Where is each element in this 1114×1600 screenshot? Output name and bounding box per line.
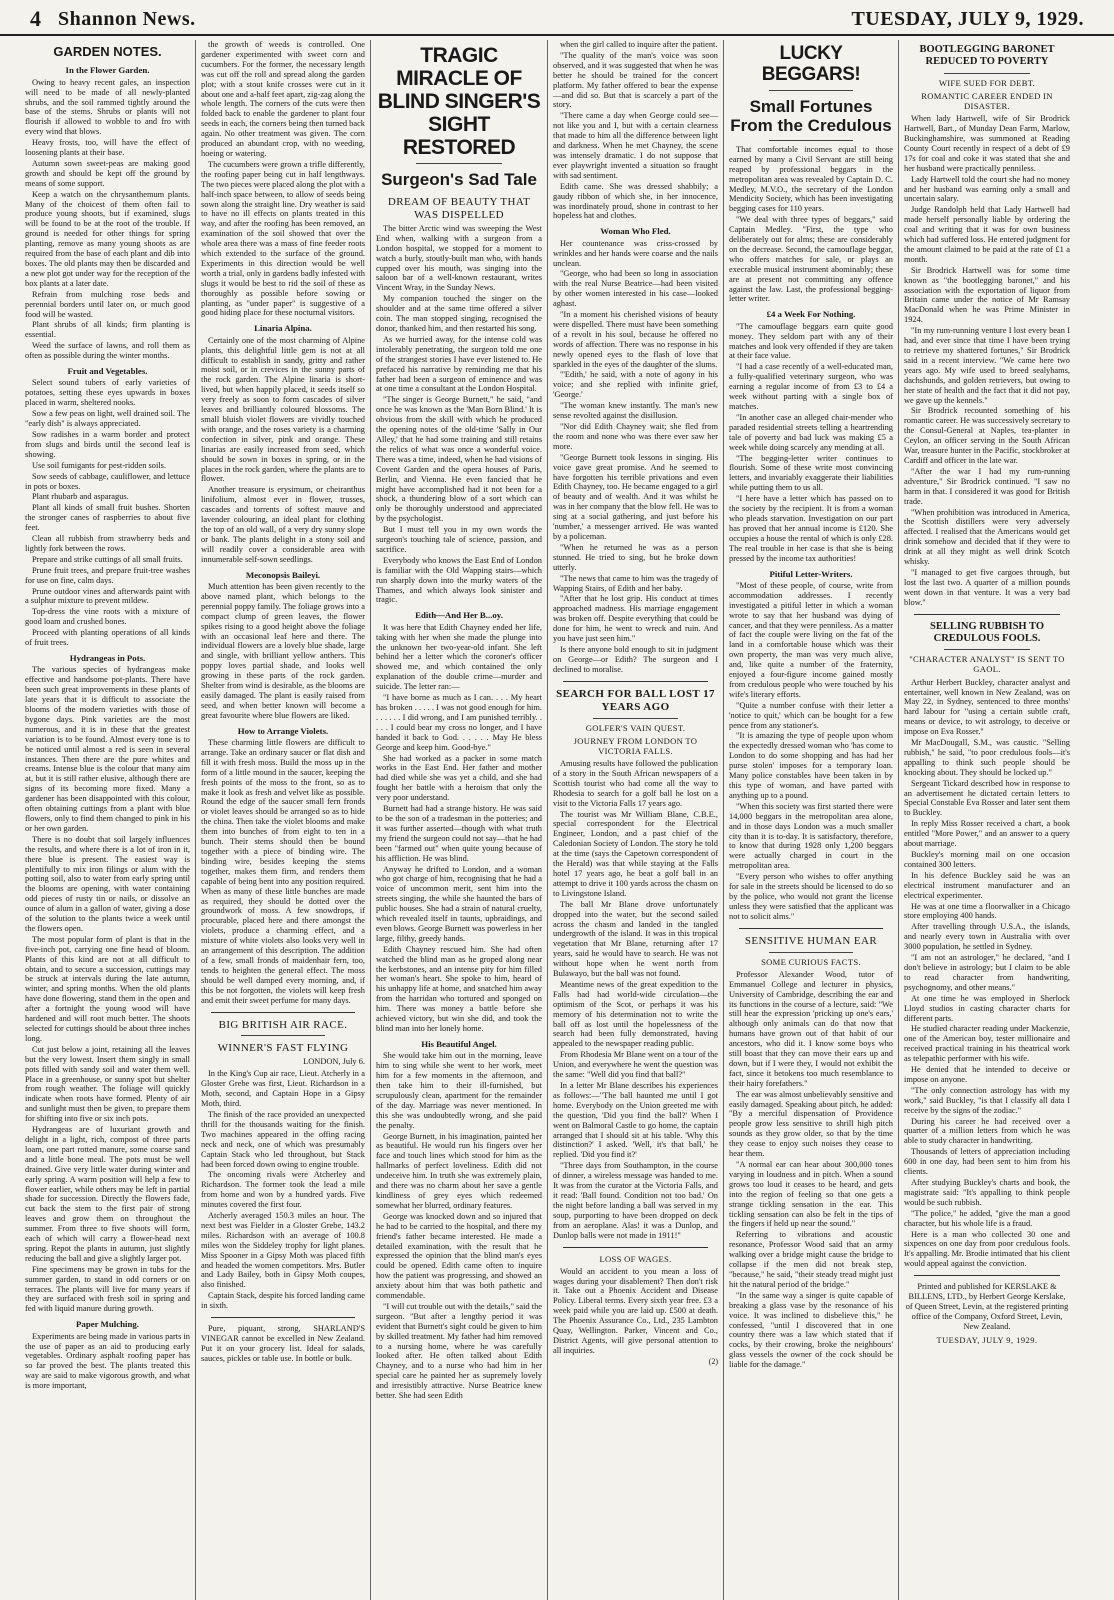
- paragraph: "George Burnett took lessons in singing. His voice gave great promise. And he seemed to have forgotten his terrible privations and even Edith Chayney, too. He became engaged to a girl of beauty and of wealth. And it was whilst he was in her company that the blow fell. He was to sing at a social gathering, and just before his 'number,' a messenger arrived. He was wanted by a policeman.: [553, 452, 718, 541]
- paragraph: "In the same way a singer is quite capable of breaking a glass vase by the resonance of his voice. It was inclined to disbelieve this," he confessed, "until I discovered that in one country there was a law which stated that if cocks, by their crowing, broke the neighbours' glass vessels the owner of the cock should be liable for the damage.": [729, 1290, 893, 1370]
- paragraph: Use soil fumigants for pest-ridden soils.: [32, 460, 166, 470]
- air-race-title: BIG BRITISH AIR RACE.: [218, 1018, 348, 1031]
- paragraph: "A normal ear can hear about 300,000 tones varying in loudness and in pitch. When a sound grows too loud it ceases to be heard, and gets into the region of feeling so that one gets a strange tickling sensation in the ear. This tickling sensation can also be felt in the tips of the fingers if held up near the sound.": [729, 1160, 893, 1229]
- paragraph: Owing to heavy recent gales, an inspection will need to be made of all newly-planted shrubs, and the soil rammed tightly around the base of the stems. Shrubs or plants will not flourish if allowed to wobble to and fro with every wind that blows.: [25, 77, 190, 137]
- paragraph: Sow seeds of cabbage, cauliflower, and lettuce in pots or boxes.: [25, 471, 190, 491]
- paragraph: From Rhodesia Mr Blane went on a tour of the Union, and everywhere he went the question was the same: "Well did you find that ball?": [553, 1050, 718, 1080]
- paragraph: There is no doubt that soil largely influences the results, and where there is a lot of iron in it, there blue is present. The easiest way is plentifully to mix iron filings or alum with the potting soil, also to water from early spring until the blooms are opening, with water containing odd pieces of rusty tin or nails, or dissolve an ounce of alum in a gallon of water, giving a dose of the solution to the plants twice a week until the flowers open.: [25, 834, 190, 933]
- paragraph: "It is amazing the type of people upon whom the expectedly dressed woman who 'has come to London to do some shopping and has had her purse stolen' imposes for a temporary loan. Many police constables have been taken in by this type of woman, and have parted with anything up to a pound.: [729, 731, 893, 800]
- paragraph: In a letter Mr Blane describes his experiences as follows:—"The ball haunted me until I got home. Everybody on the Union greeted me with the question, 'Did you find the ball?' When I went on Balmoral Castle to go home, the captain arranged that I should sit at his table. 'Why this distinction?' I asked. 'Well, it's that ball,' he replied. 'Did you find it?': [553, 1081, 718, 1160]
- paragraph: "Three days from Southampton, in the course of dinner, a wireless message was handed to me. It was from the curator at the Victoria Falls, and it read: 'Ball found. Condition not too bad.' On the night before landing a ball was served in my soup, purporting to have been dropped on deck from an aeroplane. Alas! it was a Dunlop, and Dunlop balls were not made in 1911!": [553, 1161, 718, 1240]
- paragraph: "Every person who wishes to offer anything for sale in the streets should be licensed to do so by the police, who would not grant the license unless they were satisfied that the applicant was not to solicit alms.": [729, 872, 893, 921]
- paragraph: Lady Hartwell told the court she had no money and her husband was earning only a small and uncertain salary.: [904, 174, 1070, 204]
- paragraph: Is there anyone bold enough to sit in judgment on George—or Edith? The surgeon and I declined to moralise.: [553, 644, 718, 674]
- paragraph: George Burnett, in his imagination, painted her as beautiful. He would run his fingers over her face and touch lines which stood for him as the hallmarks of perfect loveliness. Edith did not undeceive him. In truth she was extremely plain, and there was no charm about her save a gentle kindliness of grey eyes which redeemed somewhat her blurred, ordinary features.: [376, 1131, 542, 1210]
- paragraph: She had worked as a packer in some match works in the East End. Her father and mother had died while she was yet a child, and she had fought her battle with a heroism that only the very poor understand.: [376, 753, 542, 803]
- paragraph: The cucumbers were grown a trifle differently, the roofing paper being cut in half lengthways. The two pieces were placed along the plot with a half-inch space between, to allow of seeds being sown along the straight line. Dry weather is said to have no ill effects on plants treated in this way, and after the roofing has been removed, an examination of the soil showed that over the whole area there was a mass of fine feeder roots which extended to the surface of the ground. Experiments in this direction would be well worth a trial, only in gardens badly infested with slugs it would be best to rid the soil of these as thoroughly as possible before sowing or planting, as "under paper" is suggestive of a good hiding place for these nocturnal visitors.: [201, 159, 365, 318]
- paragraph: Thousands of letters of appreciation including 600 in one day, had been sent to him from his clients.: [904, 1147, 1070, 1177]
- paragraph: The most popular form of plant is that in the five-inch pot, carrying one fine head of bloom. Plants of this kind are not at all difficult to obtain, and to secure a succession, cuttings may be struck at intervals during the late autumn, winter, and spring months. When the old plants have done flowering, stand them in the open and after a fortnight the young wood will have hardened and will root much better. The shoots selected for cuttings should be about three inches long.: [25, 934, 190, 1043]
- divider: [769, 952, 853, 953]
- divider: [563, 681, 708, 682]
- four-pounds-head: £4 a Week For Nothing.: [766, 309, 856, 320]
- paragraph: Refrain from mulching rose beds and perennial borders until later on, or much good food will be wasted.: [25, 289, 190, 319]
- woman-fled-head: Woman Who Fled.: [600, 226, 671, 237]
- paragraph: Clean all rubbish from strawberry beds and lightly fork between the rows.: [25, 534, 190, 553]
- paragraph: "In a moment his cherished visions of beauty were dispelled. There must have been something of a revolt in his soul, because he offered no words of affection. There was no response in his newly opened eyes to the flash of love that sparkled in the eyes of the daughter of the slums.: [553, 310, 718, 369]
- divider: [914, 1275, 1060, 1276]
- paragraph: The tourist was Mr William Blane, C.B.E., special correspondent for the Electrical Engineer, London, and a past chief of the Caledonian Society of London. The story he told at the time (says the Capetown correspondent of the Herald) was that while staying at the Falls hotel 17 years ago, he beat a golf ball in an attempt to drive it 100 yards across the chasm on to Livingstone Island.: [553, 809, 718, 898]
- paragraph: Her countenance was criss-crossed by wrinkles and her hands were coarse and the nails unclean.: [553, 238, 718, 268]
- paragraph: Here is a man who collected 30 one and sixpences on one day from poor credulous fools. It's appalling. Mr. Brodie intimated that his client would appeal against the conviction.: [904, 1229, 1070, 1269]
- paragraph: "I here have a letter which has passed on to the society by the recipient. It is from a woman who pleads starvation. Investigation on our part has proved that her annual income is £120. She occupies a house the rental of which is only £28. The real trouble in her case is that she is being pressed by the income tax authorities!: [729, 494, 893, 563]
- paragraph: when the girl called to inquire after the patient.: [560, 40, 718, 49]
- ear-subtitle: SOME CURIOUS FACTS.: [761, 956, 861, 967]
- paragraph: These charming little flowers are difficult to arrange. Take an ordinary saucer or flat dish and fill it with fresh moss. Build the moss up in the form of a little mound in the saucer, keeping the fresh points of the moss to the front, so as to make it look as fresh and velvet like as possible. Round the edge of the saucer small fern fronds or violet leaves should be arranged so as to hide the china. Then take the violet blooms and make them into bunches of from eight to ten in a bunch. Their stems should then be bound together with a piece of binding wire. The binding wire, besides keeping the stems together, makes them firm, and renders them capable of being bent into any position required. When as many of these little bunches are made as required, they should be dotted over the groundwork of moss. A few snowdrops, if procurable, placed here and there amongst the violets, produce a charming effect, and a mixture of white violets also looks very well in an arrangement of this description. The addition of a few, small fronds of maidenhair fern, too, tends to heighten the general effect. The moss should be well damped every morning, and, if this be not forgotten, the violets will keep fresh and emit their sweet perfume for many days.: [201, 738, 365, 1005]
- divider: [944, 649, 1030, 650]
- fruit-veg-head: Fruit and Vegetables.: [67, 366, 148, 377]
- paragraph: Proceed with planting operations of all kinds of fruit trees.: [25, 628, 190, 648]
- beggars-deck: Small Fortunes From the Credulous: [730, 96, 892, 136]
- paragraph: But I must tell you in my own words the surgeon's touching tale of science, passion, and sacrifice.: [376, 525, 542, 554]
- advert-mark: (2): [708, 1356, 718, 1366]
- violets-head: How to Arrange Violets.: [237, 725, 329, 736]
- paragraph: Weed the surface of lawns, and roll them as often as possible during the winter months.: [25, 341, 190, 361]
- paragraph: After travelling through U.S.A., the islands, and nearly every town in Australia with over 3000 population, he settled in Sydney.: [904, 922, 1070, 952]
- paragraph: Sow a few peas on light, well drained soil. The "early dish" is always appreciated.: [25, 409, 190, 429]
- paragraph: Prepare and strike cuttings of all small fruits.: [32, 554, 183, 564]
- paragraph: Atcherly averaged 150.3 miles an hour. The next best was Fielder in a Gloster Grebe, 143.2 miles. Richardson with an average of 100.8 miles won the Siddeley trophy for light planes. Miss Spooner in a Gipsy Moth was placed fifth and headed the women competitors. Mrs. Butler and Lady Bailey, both in Gipsy Moth coupes, also finished.: [201, 1211, 365, 1290]
- paragraph: Prune outdoor vines and afterwards paint with a sulphur mixture to prevent mildew.: [25, 586, 190, 606]
- paragraph: Cut just below a joint, retaining all the leaves but the very lowest. Insert them singly in small pots filled with sandy soil and water them well. Place in a greenhouse, or sunny spot but shelter from rough weather. The foliage will quickly indicate when roots have formed. Plenty of air and sunlight must then be given, to prepare them for shifting into five or six inch pots.: [25, 1044, 190, 1124]
- wages-title: LOSS OF WAGES.: [599, 1253, 672, 1264]
- wages-advert: Would an accident to you mean a loss of wages during your disablement? Then don't risk it. Take out a Phoenix Accident and Disease Policy. Liberal terms. Every sixth year free. £3 a week paid while you are laid up. £500 at death. The Phoenix Assurance Co., Ltd., 235 Lambton Quay, Wellington. Parker, Vincent and Co., District Agents, will give personal attention to all inquiries.: [553, 1266, 718, 1355]
- paragraph: Professor Alexander Wood, tutor of Emmanuel College and lecturer in physics, University of Cambridge, describing the ear and its functions in the course of a lecture, said: "We still hear the expression 'pricking up one's ears,' although only animals can do that now that humans have grown out of that habit of our ancestors, who did it. I know some boys who still boast that they can move their ears up and down, but if I were they, I would not exhibit the fact, since it betokens too much resemblance to their hairy forefathers.": [729, 969, 893, 1088]
- paragraph: That comfortable incomes equal to those earned by many a Civil Servant are still being reaped by professional beggars in the metropolitan area was revealed by Captain D. C. Medley, M.V.O., the secretary of the London Mendicity Society, which has been investigating begging cases for 110 years.: [729, 144, 893, 214]
- page-columns: [20, 40, 1106, 1600]
- divider: [416, 163, 502, 164]
- paragraph: Another treasure is erysimum, or cheiranthus linifolium, almost ever in flower, trusses, cascades and torrents of softest mauve and lavender colouring, an ideal plant for clothing the top of an old wall, of a very dry sunny slope or bank. The plants delight in a stony soil and will readily cover a considerable area with innumerable self-sown seedlings.: [201, 485, 365, 564]
- air-race-subtitle: WINNER'S FAST FLYING: [217, 1042, 349, 1055]
- paragraph: During his career he had received over a quarter of a million letters from which he was able to study character in handwriting.: [904, 1116, 1070, 1146]
- column-2: [196, 40, 371, 1600]
- paragraph: "The woman knew instantly. The man's new sense revolted against the disillusion.: [553, 401, 718, 421]
- paragraph: Experiments are being made in various parts in the use of paper as an aid to producing early vegetables. Ordinary asphalt roofing paper has so far proved the best. The plants treated this way are said to make vigorous growth, and what is more important,: [25, 1331, 190, 1391]
- flower-garden-head: In the Flower Garden.: [65, 65, 150, 76]
- angel-head: His Beautiful Angel.: [421, 1038, 497, 1049]
- paragraph: Anyway he drifted to London, and a woman who got charge of him, recognising that he had a voice of uncommon merit, sent him into the streets singing, the while she haunted the bars of public houses. She had a strain of natural cruelty, which revealed itself in taunts, upbraidings, and even blows. George Burnett was powerless in her large, filthy, greedy hands.: [376, 864, 542, 943]
- paragraph: Referring to vibrations and acoustic resonance, Professor Wood said that an army walking over a bridge might cause the bridge to collapse if the men did not break step, "because," he said, "their steady tread might just hit the natural period of the bridge.": [729, 1230, 893, 1289]
- paragraph: Top-dress the vine roots with a mixture of good loam and crushed bones.: [25, 607, 190, 627]
- paragraph: At one time he was employed in Sherlock Lloyd studios in casting character charts for different parts.: [904, 993, 1070, 1023]
- issue-date: TUESDAY, JULY 9, 1929.: [851, 8, 1084, 30]
- paragraph: Hydrangeas are of luxuriant growth and delight in a light, rich, compost of three parts loam, one part rotted manure, some coarse sand and a little bone meal. The pots must be well drained. Give very little water during winter and early spring. A warm position will help a few to flower earlier, while others may be left in partial shade for succession. Directly the flowers fade, cut back the stem to the first pair of strong leaves and grow them on throughout the summer. From three to five shoots will form, each of which will carry a flower-head next spring. Repot the plants in autumn, just slightly reducing the ball and give a slightly larger pot.: [25, 1125, 190, 1263]
- dateline: LONDON, July 6.: [303, 1057, 365, 1067]
- paragraph: Fine specimens may be grown in tubs for the summer garden, to stand in odd corners or on terraces. The plants will live for many years if they are surfaced with fresh soil in spring and fed with liquid manure during growth.: [25, 1264, 190, 1314]
- pitiful-head: Pitiful Letter-Writers.: [769, 568, 853, 579]
- paragraph: Keep a watch on the chrysanthemum plants. Many of the choicest of them often fail to produce young shoots, but if examined, slugs will be found to be at the root of the trouble. If ground is needed for other things for spring planting, remove as many young shoots as are required from the base of each plant and dib into boxes. The old plants may then be discarded and a new plot got under way for the reception of the box plants at a later date.: [25, 189, 190, 288]
- paragraph: Burnett had had a strange history. He was said to be the son of a tradesman in the potteries; and it was further asserted—though with what truth my friend the surgeon could not say—that he had been "farmed out" when quite young because of his affliction. He was blind.: [376, 804, 542, 863]
- paragraph: Select sound tubers of early varieties of potatoes, setting these eyes upwards in boxes placed in warm, sheltered nooks.: [25, 378, 190, 408]
- baronet-title: BOOTLEGGING BARONET REDUCED TO POVERTY: [919, 44, 1055, 68]
- paragraph: He denied that he intended to deceive or impose on anyone.: [904, 1065, 1070, 1084]
- paragraph: Edith Chayney rescued him. She had often watched the blind man as he groped along near the kerbstones, and an intense pity for him filled her woman's heart. She spoke to him, heard of his unhappy life at home, and snatched him away from the harridan who tortured and sponged on him. There was money a battle before she achieved victory, but win she did, and took the blind man into her lonely home.: [376, 944, 542, 1034]
- imprint: Printed and published for KERSLAKE & BILLENS, LTD., by Herbert George Kerslake, of Queen Street, Levin, at the registered printing office of the Company, Oxford Street, Levin, New Zealand.: [905, 1282, 1069, 1331]
- vinegar-advert: Pure, piquant, strong, SHARLAND'S VINEGAR cannot be excelled in New Zealand. Put it on your grocery list. Ideal for salads, sauces, pickles or table use. In bottle or bulk.: [201, 1324, 365, 1363]
- page-number: 4: [30, 6, 41, 31]
- paragraph: "I managed to get five cargoes through, but lost the last two. A quarter of a million pounds went down in that venture. It was a very bad blow.": [904, 567, 1070, 607]
- ball-title: SEARCH FOR BALL LOST 17 YEARS AGO: [556, 687, 715, 713]
- paragraph: "The camouflage beggars earn quite good money. They seldom part with any of their matches and look very offended if they are taken at their face value.: [729, 321, 893, 361]
- column-6: [899, 40, 1075, 1600]
- paragraph: Certainly one of the most charming of Alpine plants, this delightful little gem is not at all difficult to establish in sandy, gritty and rather moist soil, or in crevices in the sunny parts of the rock garden. The Alpine linaria is short-lived, but when happily placed, it seeds itself so very freely as soon to form cascades of silver leaves and brilliantly coloured blossoms. The small bluish violet flowers are vividly touched with orange, and the roses variety is a charming confection in silver, pink and orange. These linarias are easily increased from seed, which should be sown in boxes in spring, or in the places in the rock garden, where the plants are to flower.: [201, 335, 365, 484]
- miracle-headline: TRAGIC MIRACLE OF BLIND SINGER'S SIGHT RESTORED: [377, 44, 541, 160]
- paragraph: "The quality of the man's voice was soon observed, and it was suggested that when he was better he should be trained for the concert platform. My father offered to bear the expense—and did so. But that is scarcely a part of the story.: [553, 50, 718, 110]
- paragraph: She would take him out in the morning, leave him to sing while she went to her work, meet him for a few moments in the afternoon, and then take him to their ill-furnished, but scrupulously clean, apartment for the remainder of the day. Marriage was never mentioned. In this she was undoubtedly wrong, and she paid the penalty.: [376, 1051, 542, 1130]
- paragraph: In his defence Buckley said he was an electrical instrument manufacturer and an electrical experimenter.: [904, 870, 1070, 900]
- divider: [593, 718, 678, 719]
- paragraph: He was at one time a floorwalker in a Chicago store employing 400 hands.: [904, 901, 1070, 921]
- miracle-subhead: DREAM OF BEAUTY THAT WAS DISPELLED: [387, 196, 531, 221]
- paragraph: "I had a case recently of a well-educated man, a fully-qualified veterinary surgeon, who was earning a regular income of from £3 to £4 a week without parting with a single box of matches.: [729, 362, 893, 411]
- paragraph: When lady Hartwell, wife of Sir Brodrick Hartwell, Bart., of Munday Dean Farm, Marlow, Buckinghamshire, was summoned at Reading County Court recently in respect of a debt of £9 17s for coal and coke it was stated that she and her husband were practically penniless.: [904, 114, 1070, 173]
- paragraph: Everybody who knows the East End of London is familiar with the Old Wapping stairs—which run sharply down into the murky waters of the Thames, and which always look sinister and tragic.: [376, 555, 542, 605]
- garden-notes-title: GARDEN NOTES.: [53, 44, 162, 59]
- paragraph: Sergeant Tickard described how in response to an advertisement he dictated certain letters to Special Constable Eva Rosser and later sent them to Buckley.: [904, 778, 1070, 818]
- divider: [739, 928, 883, 929]
- paragraph: Much attention has been given recently to the above named plant, which belongs to the perennial poppy family. The foliage grows into a compact clump of green leaves, the flower spikes rising to a good height above the foliage with an occasional leaf here and there. The individual flowers are a lovely blue shade, large and single, with brilliant yellow anthers. This poppy loves partial shade, and looks well growing in these parts of the rock garden. Shelter from wind is desirable, as the blooms are easily damaged. The plant is easily raised from seed, and when better known will become a great favourite where blue flowers are liked.: [201, 581, 365, 720]
- paragraph: "I have borne as much as I can. . . . My heart has broken . . . . . I was not good enough for him. . . . . . . I did wrong, and I am punished terribly. . . . . I could bear my cross no longer, and I have handed it back to God. . . . . . May He bless George and keep him. Good-bye.": [376, 693, 542, 752]
- paragraph: "When this society was first started there were 14,000 beggars in the metropolitan area alone, and in those days London was a much smaller city than it is to-day. It is satisfactory, therefore, to know that during 1928 only 1,200 beggars were actually charged in court in the metropolitan area.: [729, 801, 893, 871]
- paragraph: the growth of weeds is controlled. One gardener experimented with sweet corn and cucumbers. For the former, the necessary length was cut off the roll and spread along the garden plot; with a stout knife crosses were cut in it about one and a-half feet apart, zig-zag along the whole length. The corners of the cuts were then folded back to enable the gardener to plant four seeds in each, the corners being then turned back again. No other treatment was given. The corn produced an abundant crop, with no weeding, hoeing or watering.: [201, 40, 365, 158]
- paragraph: The oncoming rivals were Atcherley and Richardson. The former took the lead a mile from home and won by a hundred yards. Five minutes covered the first four.: [201, 1170, 365, 1210]
- hydrangeas-head: Hydrangeas in Pots.: [69, 653, 146, 664]
- paragraph: "George, who had been so long in association with the real Nurse Beatrice—had been visited by other women interested in his case—looked aghast.: [553, 269, 718, 309]
- paragraph: "The news that came to him was the tragedy of Wapping Stairs, of Edith and her baby.: [553, 573, 718, 593]
- divider: [563, 1247, 708, 1248]
- imprint-date: TUESDAY, JULY 9, 1929.: [936, 1335, 1038, 1345]
- paragraph: Plant rhubarb and asparagus.: [32, 492, 129, 502]
- paragraph: Meantime news of the great expedition to the Falls had had world-wide circulation—the optimism of the Scot, or perhaps it was his memory of his determination not to write the ball off as lost until the hopelessness of the search had been fully demonstrated, having appealed to the newspaper reading public.: [553, 979, 718, 1049]
- paragraph: The ball Mr Blane drove unfortunately dropped into the water, but the second sailed across the chasm and landed in the tangled undergrowth of the island. It was in this tropical vegetation that Mr Blane, returning after 17 years, said he would have to search. He was not without hope when he went north from Bulawayo, but the ball was not found.: [553, 899, 718, 979]
- paragraph: Captain Stack, despite his forced landing came in sixth.: [201, 1291, 365, 1311]
- paragraph: Arthur Herbert Buckley, character analyst and entertainer, well known in New Zealand, was on May 22, in Sydney, sentenced to three months' hard labour for "using a certain subtle craft, means or device, to wit astrology, to deceive or impose on Eva Rosser.": [904, 677, 1070, 737]
- paragraph: Sow radishes in a warm border and protect from slugs and birds until the second leaf is showing.: [25, 429, 190, 459]
- column-5: [724, 40, 899, 1600]
- ball-subtitle: GOLFER'S VAIN QUEST.: [585, 722, 686, 733]
- paragraph: Heavy frosts, too, will have the effect of loosening plants at their base.: [25, 138, 190, 158]
- miracle-deck: Surgeon's Sad Tale: [381, 170, 537, 190]
- paragraph: It was here that Edith Chayney ended her life, taking with her when she made the plunge into the unknown her two-year-old infant. She left behind her a letter which the coroner's officer showed me, and which contained the only explanation of the double crime—murder and suicide. The letter ran:—: [376, 622, 542, 692]
- paragraph: "Quite a number confuse with their letter a 'notice to quit,' which can be bought for a few pence from any stationer's.: [729, 700, 893, 730]
- paper-mulching-head: Paper Mulching.: [76, 1319, 139, 1330]
- paragraph: "Nor did Edith Chayney wait; she fled from the room and none who was there ever saw her more.: [553, 422, 718, 451]
- rubbish-subtitle: "CHARACTER ANALYST" IS SENT TO GAOL.: [909, 654, 1065, 675]
- paragraph: Edith came. She was dressed shabbily; a gaudy ribbon of which she, in her innocence, was inordinately proud, shone in contrast to her hopeless hat and clothes.: [553, 181, 718, 221]
- beggars-title: LUCKY BEGGARS!: [761, 43, 861, 85]
- divider: [211, 1012, 355, 1013]
- column-3: [371, 40, 548, 1600]
- paragraph: Prune fruit trees, and prepare fruit-tree washes for use on fine, calm days.: [25, 565, 190, 585]
- paragraph: "I will cut trouble out with the details," said the surgeon. "But after a lengthy period it was evident that Burnett's sight could be given to him by skilled treatment. My father had him removed to a nursing home, where he was carefully looked after. He often talked about Edith Chayney, and to a nurse who had him in her special care he painted her as supremely lovely and irresistibly attractive. Nurse Beatrice knew better. She had seen Edith: [376, 1301, 542, 1401]
- paragraph: He studied character reading under Mackenzie, one of the American boy, tester millionaire and received practical training in his theatrical work as telepathic performer with his wife.: [904, 1024, 1070, 1064]
- linaria-head: Linaria Alpina.: [254, 323, 312, 334]
- baronet-subtitle: WIFE SUED FOR DEBT.: [938, 77, 1036, 88]
- paragraph: After studying Buckley's charts and book, the magistrate said: "It's appalling to think people would be such rubbish.: [904, 1178, 1070, 1207]
- paragraph: The finish of the race provided an unexpected thrill for the thousands waiting for the finish. Two machines appeared in the offing racing neck and neck, one of which was presumably Captain Stack who led throughout, but Stack had been forced down owing to engine trouble.: [201, 1109, 365, 1169]
- paragraph: Amusing results have followed the publication of a story in the South African newspapers of a Scottish tourist who had come all the way to Rhodesia to search for a golf ball he lost on a visit to the Victoria Falls 17 years ago.: [553, 759, 718, 808]
- paragraph: In the King's Cup air race, Lieut. Atcherly in a Gloster Grebe was first, Lieut. Richardson in a Moth, second, and Captain Hope in a Gipsy Moth, third.: [201, 1069, 365, 1109]
- paragraph: "When prohibition was introduced in America, the Scottish distillers were very adversely affected. I realised that the Americans would get drink somehow and decided that if they were to drink at all they might as well drink Scotch whisky.: [904, 507, 1070, 567]
- paragraph: "Most of these people, of course, write from accommodation addresses. I recently investigated a pitiful letter in which a woman wrote to say that her husband was dying of cancer, and that they were penniless. As a matter of fact the couple were living on the fat of the land in a comfortable house which was their own property, the man was very much alive, and, like quite a number of the fraternity, enjoyed a four-figure income gained mostly from credulous people who were touched by his wife's literary efforts.: [729, 580, 893, 699]
- divider: [211, 1317, 355, 1318]
- paragraph: "'Edith,' he said, with a note of agony in his voice; and she replied with infinite grief, 'George.': [553, 370, 718, 400]
- divider: [944, 73, 1030, 74]
- paragraph: Plant shrubs of all kinds; firm planting is essential.: [25, 320, 190, 340]
- divider: [769, 140, 853, 141]
- paragraph: "There came a day when George could see—not like you and I, but with a certain clearness that made to him all the difference between light and darkness. When he met Chayney, the scene was intensely dramatic. I do not suppose that ever playwright invented a situation so fraught with sad sentiment.: [553, 111, 718, 180]
- rubbish-title: SELLING RUBBISH TO CREDULOUS FOOLS.: [930, 620, 1044, 644]
- divider: [914, 614, 1060, 615]
- paragraph: Buckley's morning mail on one occasion contained 300 letters.: [904, 850, 1070, 869]
- paragraph: Autumn sown sweet-peas are making good growth and should be kept off the ground by means of some support.: [25, 158, 190, 188]
- meconopsis-head: Meconopsis Baileyi.: [245, 569, 321, 580]
- paragraph: "The only connection astrology has with my work," said Buckley, "is that I classify all data I receive by the signs of the zodiac.": [904, 1085, 1070, 1115]
- paragraph: "When he returned he was as a person stunned. He tried to sing, but he broke down utterly.: [553, 542, 718, 572]
- paragraph: Sir Brodrick Hartwell was for some time known as "the bootlegging baronet," and his association with the exportation of liquor from Britain came under the notice of Mr Ramsay MacDonald when he was Prime Minister in 1924.: [904, 265, 1070, 325]
- divider: [241, 1035, 325, 1036]
- paragraph: The various species of hydrangeas make effective and handsome pot-plants. There have been such great improvements in these plants of late years that it is difficult to associate the blooms of the modern varieties with those of bygone days. Pink varieties are the most numerous, and it is in these that the greatest variation is to be found. Almost every tone is to be noticed until almost a red is seen in several instances. Then there are the pure whites and creams. Intense blue is the colour that many aim at, but it is still rather elusive, although there are signs of its becoming more fixed. Many a gardener has been disappointed with this colour, often obtaining cuttings from a plant with blue flowers, only to find them changed to pink in his or her own garden.: [25, 665, 190, 833]
- paragraph: The ear was almost unbelievably sensitive and easily damaged. Speaking about pitch, he added: "By a merciful dispensation of Providence people grow less sensitive to shrill high pitch sounds as they grow older, so that by the time they cease to enjoy such noises they cease to hear them.: [729, 1089, 893, 1159]
- masthead: [0, 0, 1114, 36]
- column-1: [20, 40, 196, 1600]
- ball-subtitle-2: JOURNEY FROM LONDON TO VICTORIA FALLS.: [573, 735, 698, 756]
- paragraph: "In another case an alleged chair-mender who paraded residential streets telling a heartrending tale of poverty and bad luck was making £5 a week while doing scarcely any mending at all.: [729, 412, 893, 452]
- column-4: [548, 40, 724, 1600]
- paragraph: Sir Brodrick recounted something of his romantic career. He was successively secretary to the Consul-General at Naples, tea-planter in Ceylon, an officer serving in the South African War, treasure hunter in the Pacific, stockbroker at Cardiff and officer in the late war.: [904, 406, 1070, 465]
- paragraph: "After the war I had my rum-running adventure," Sir Brodrick continued. "I saw no harm in that. I considered it was good for British trade.: [904, 466, 1070, 506]
- paragraph: As we hurried away, for the intense cold was intolerably penetrating, the surgeon told me one of the strangest stories I have ever listened to. He prefaced his narrative by reminding me that his father had been a surgeon of eminence and was at one time a consultant at the London Hospital.: [376, 334, 542, 394]
- paragraph: "The begging-letter writer continues to flourish. Some of these write most convincing letters, and invariably exaggerate their liabilities while putting them to us all.: [729, 453, 893, 493]
- paragraph: My companion touched the singer on the shoulder and at the same time offered a silver coin. The man stopped singing, recognised the donor, thanked him, and then restarted his song.: [376, 294, 542, 334]
- paragraph: "After that he lost grip. His conduct at times approached madness. His marriage engagement was broken off. Despite everything that could be done for him, he went to wreck and ruin. And you have just seen him.": [553, 594, 718, 644]
- paragraph: "In my rum-running venture I lost every bean I had, and ever since that time I have been trying to retrieve my shattered fortunes," Sir Brodrick said in a recent interview. "We came here two years ago. My wife used to breed sealyhams, dachshunds, and golden retrievers, but owing to her state of health and the fact that it did not pay, we gave up the kennels.": [904, 326, 1070, 405]
- paragraph: "We deal with three types of beggars," said Captain Medley. "First, the type who deliberately out for alms; these are considerably on the decrease. Second, the camouflage beggar, who offers matches for sale, or plays an execrable musical instrument abominably; these are at present not committing any offence against the law. Last, the professional begging-letter writer.: [729, 215, 893, 304]
- paragraph: Mr MacDougall, S.M., was caustic. "Selling rubbish," he said, "to poor credulous fools—it's appalling to think such people should be knocking about. They should be locked up.": [904, 738, 1070, 777]
- divider: [769, 90, 853, 91]
- paragraph: George was knocked down and so injured that he had to be carried to the hospital, and there my friend's father became interested. He made a detailed examination, with the result that he expressed the opinion that the blind man's eyes could be opened. Edith came often to inquire how the patient was progressing, and showed an anxiety about him that was both pathetic and commendable.: [376, 1211, 542, 1301]
- paragraph: Plant all kinds of small fruit bushes. Shorten the stronger canes of raspberries to about five feet.: [25, 503, 190, 533]
- paragraph: Judge Randolph held that Lady Hartwell had made herself personally liable by ordering the coal and writing that it was for own business which had suffered loss. He entered judgment for the amount claimed to be paid at the rate of £1 a month.: [904, 205, 1070, 264]
- paragraph: In reply Miss Rosser received a chart, a book entitled "More Power," and an answer to a query about marriage.: [904, 819, 1070, 849]
- paragraph: "The singer is George Burnett," he said, "and once he was known as the 'Man Born Blind.' It is obvious from the skill with which he produced the opening notes of the old-time 'Sally in Our Alley,' that he had some training and still retains the relics of what was once a wonderful voice. There was a time, indeed, when he had visions of Covent Garden and the opera houses of Paris, Berlin, and Vienna. He even fancied that he might have accomplished had it not been for a shock, a thundering blow of a sort which can only be thoroughly understood and appreciated by the psychologist.: [376, 395, 542, 524]
- paper-name: Shannon News.: [58, 8, 196, 30]
- paragraph: The bitter Arctic wind was sweeping the West End when, walking with a surgeon from a London hospital, we stopped for a moment to watch a burly, stoutly-built man who, with hands cupped over his mouth, was singing into the saloon bar of a well-known restaurant, writes Vincent Wray, in the Sunday News.: [376, 223, 542, 293]
- baronet-subtitle-2: ROMANTIC CAREER ENDED IN DISASTER.: [921, 90, 1053, 112]
- paragraph: "I am not an astrologer," he declared, "and I don't believe in astrology; but I claim to be able to read character from handwriting, psychognomy, and other means.": [904, 953, 1070, 992]
- paragraph: "The police," he added, "give the man a good character, but his whole life is a fraud.: [904, 1208, 1070, 1228]
- ear-title: SENSITIVE HUMAN EAR: [744, 934, 878, 947]
- edith-head: Edith—And Her B...oy.: [415, 610, 503, 621]
